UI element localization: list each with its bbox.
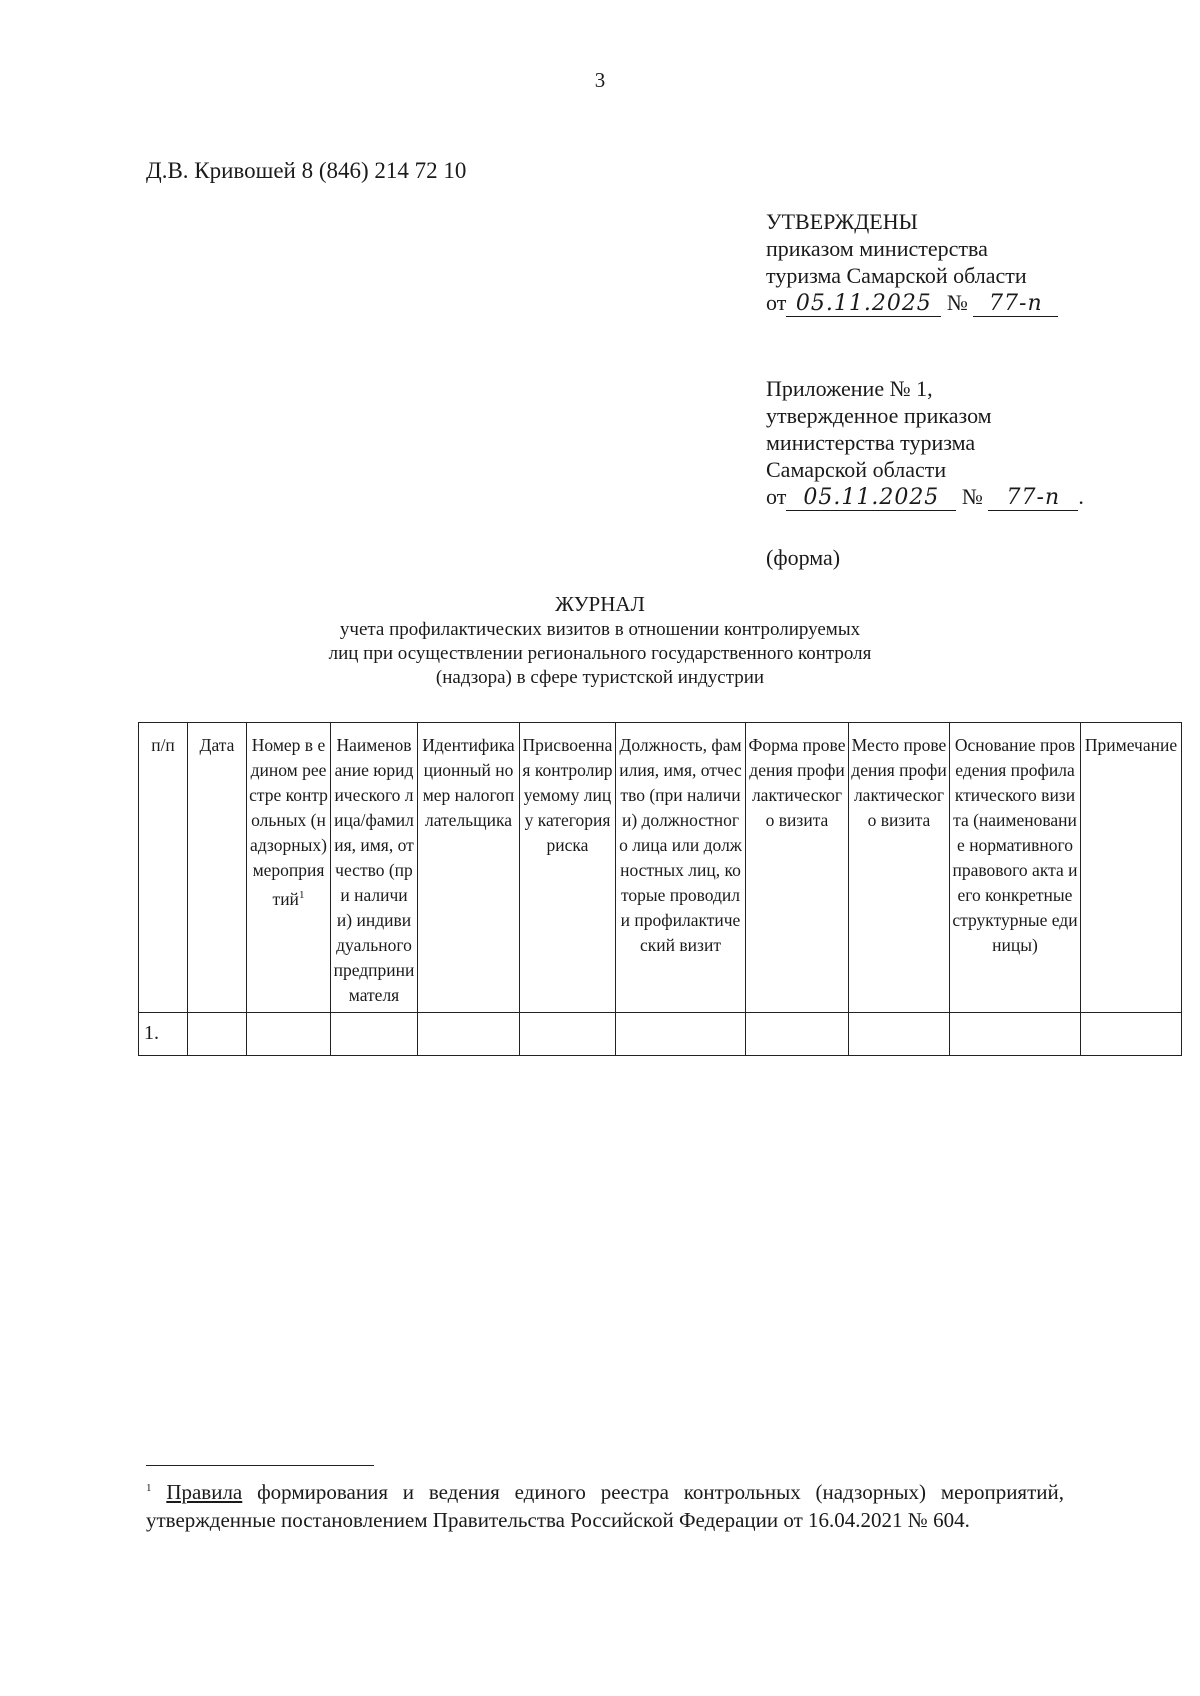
approval-number-prefix: № [946, 290, 968, 315]
table-cell [247, 1013, 331, 1056]
header-cell [247, 723, 331, 1013]
header-cell-text: Номер в едином реестре контрольных (надзорных) мероприятий [249, 735, 328, 909]
header-cell: Должность, фамилия, имя, отчество (при наличии) должностного лица или должностных лиц, которые проводили профилактический визит [616, 723, 746, 1013]
table-cell [1081, 1013, 1182, 1056]
appendix-end-mark: . [1078, 484, 1084, 509]
table-cell [418, 1013, 520, 1056]
table-cell [950, 1013, 1081, 1056]
appendix-stamp [766, 375, 1084, 511]
table-header-row [139, 723, 1182, 1013]
table-cell [188, 1013, 247, 1056]
table-cell [331, 1013, 418, 1056]
header-cell: Место проведения профилактического визита [849, 723, 950, 1013]
footnote-text: формирования и ведения единого реестра контрольных (надзорных) мероприятий, утвержденные постановлением Правительства Российской Федерации от 16.04.2021 № 604. [146, 1480, 1064, 1532]
header-cell: Форма проведения профилактического визита [746, 723, 849, 1013]
subtitle-line-1: учета профилактических визитов в отношении контролируемых [339, 619, 861, 640]
appendix-line-2: утвержденное приказом [766, 403, 992, 428]
form-label: (форма) [766, 545, 841, 570]
approval-date-prefix: от [766, 290, 787, 315]
header-cell: Присвоенная контролируемому лицу категория риска [520, 723, 616, 1013]
footnote-link[interactable]: Правила [166, 1480, 243, 1504]
appendix-number-prefix: № [961, 484, 983, 509]
appendix-date-line [766, 483, 1084, 511]
header-cell: Основание проведения профилактического визита (наименование нормативного правового акта и его конкретные структурные единицы) [950, 723, 1081, 1013]
table-cell [746, 1013, 849, 1056]
subtitle-line-2: лиц при осуществлении регионального государственного контроля [328, 643, 872, 664]
appendix-date-prefix: от [766, 484, 787, 509]
table-cell: 1. [139, 1013, 188, 1056]
subtitle-line-3: (надзора) в сфере туристской индустрии [435, 667, 765, 688]
table-cell [849, 1013, 950, 1056]
approval-line-2: туризма Самарской области [766, 263, 1027, 288]
header-cell: Идентификационный номер налогоплательщика [418, 723, 520, 1013]
approval-stamp [766, 208, 1058, 317]
approval-date: 05.11.2025 [786, 291, 941, 317]
footnote [146, 1474, 1064, 1534]
approval-heading: УТВЕРЖДЕНЫ [766, 209, 918, 234]
appendix-line-1: Приложение № 1, [766, 376, 933, 401]
header-cell: Дата [188, 723, 247, 1013]
header-cell: Примечание [1081, 723, 1182, 1013]
appendix-date: 05.11.2025 [786, 485, 956, 511]
header-cell: Наименование юридического лица/фамилия, имя, отчество (при наличии) индивидуального предпринимателя [331, 723, 418, 1013]
footnote-marker: 1 [146, 1482, 152, 1494]
footnote-reference: 1 [298, 889, 305, 901]
table-row [139, 1013, 1182, 1056]
footnote-separator [146, 1465, 374, 1466]
approval-number: 77-п [973, 291, 1058, 317]
approval-date-line [766, 289, 1058, 317]
table-cell [520, 1013, 616, 1056]
appendix-number: 77-п [988, 485, 1078, 511]
table-cell [616, 1013, 746, 1056]
page-number: 3 [594, 68, 606, 92]
document-subtitle [0, 618, 1200, 690]
appendix-line-4: Самарской области [766, 457, 947, 482]
header-cell: п/п [139, 723, 188, 1013]
document-title: ЖУРНАЛ [555, 592, 645, 616]
journal-table [138, 722, 1182, 1056]
executor-contact: Д.В. Кривошей 8 (846) 214 72 10 [146, 158, 467, 183]
appendix-line-3: министерства туризма [766, 430, 976, 455]
approval-line-1: приказом министерства [766, 236, 988, 261]
